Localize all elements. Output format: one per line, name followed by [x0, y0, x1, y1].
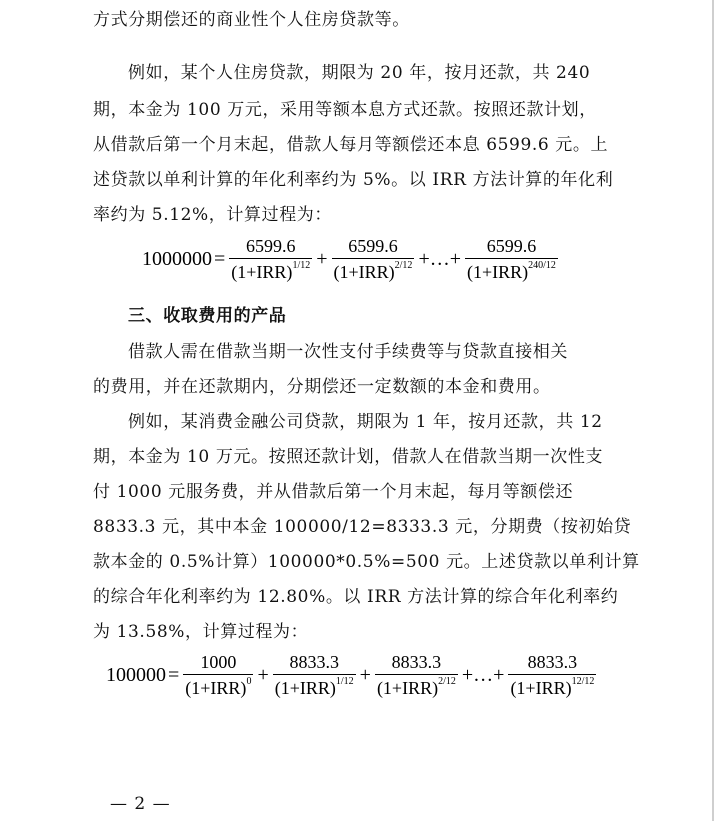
- denominator-exponent: 1/12: [335, 676, 354, 687]
- fraction-numerator: 8833.3: [527, 652, 578, 672]
- formula-fraction: [273, 652, 356, 699]
- paragraph-line: 为 13.58%，计算过程为：: [93, 622, 309, 642]
- denominator-base: (1+IRR): [510, 678, 572, 698]
- fraction-denominator: [375, 675, 458, 699]
- fraction-denominator: [332, 259, 415, 283]
- paragraph-line: 期，本金为 100 万元，采用等额本息方式还款。按照还款计划，: [93, 100, 597, 120]
- formula-fraction: [229, 236, 312, 283]
- denominator-base: (1+IRR): [231, 262, 293, 282]
- denominator-exponent: 12/12: [571, 676, 595, 687]
- paragraph-line: 借款人需在借款当期一次性支付手续费等与贷款直接相关: [128, 342, 568, 362]
- page-number: — 2 —: [110, 794, 171, 814]
- paragraph-line: 例如，某消费金融公司贷款，期限为 1 年，按月还款，共 12: [128, 412, 603, 432]
- formula-fraction: [508, 652, 596, 699]
- irr-formula-2: [106, 652, 598, 699]
- denominator-base: (1+IRR): [333, 262, 395, 282]
- denominator-exponent: 0: [246, 676, 252, 687]
- equals-sign: =: [168, 664, 180, 686]
- fraction-numerator: 6599.6: [246, 236, 296, 256]
- fraction-denominator: [273, 675, 356, 699]
- formula-lhs: 100000: [106, 664, 166, 686]
- plus-sign: +: [316, 248, 328, 270]
- paragraph-line: 款本金的 0.5%计算）100000*0.5%=500 元。上述贷款以单利计算: [93, 552, 640, 572]
- formula-fraction: [375, 652, 458, 699]
- paragraph-line: 的综合年化利率约为 12.80%。以 IRR 方法计算的综合年化利率约: [93, 587, 619, 607]
- ellipsis-sign: +…+: [418, 248, 461, 270]
- formula-fraction: [183, 652, 253, 699]
- fraction-denominator: [183, 675, 253, 699]
- fraction-denominator: [465, 259, 558, 283]
- denominator-base: (1+IRR): [467, 262, 529, 282]
- section-heading: 三、收取费用的产品: [128, 306, 287, 326]
- paragraph-line: 例如，某个人住房贷款，期限为 20 年，按月还款，共 240: [128, 63, 591, 83]
- paragraph-line: 的费用，并在还款期内，分期偿还一定数额的本金和费用。: [93, 377, 551, 397]
- denominator-exponent: 1/12: [292, 260, 311, 271]
- fraction-numerator: 8833.3: [391, 652, 442, 672]
- paragraph-line: 8833.3 元，其中本金 100000/12=8333.3 元，分期费（按初始贷: [93, 517, 632, 537]
- paragraph-line: 从借款后第一个月末起，借款人每月等额偿还本息 6599.6 元。上: [93, 135, 609, 155]
- paragraph-line: 期，本金为 10 万元。按照还款计划，借款人在借款当期一次性支: [93, 447, 604, 467]
- paragraph-line: 方式分期偿还的商业性个人住房贷款等。: [93, 10, 410, 30]
- denominator-exponent: 2/12: [438, 676, 456, 687]
- fraction-numerator: 6599.6: [486, 236, 537, 256]
- paragraph-line: 率约为 5.12%，计算过程为：: [93, 205, 333, 225]
- fraction-denominator: [508, 675, 596, 699]
- fraction-denominator: [229, 259, 312, 283]
- fraction-numerator: 8833.3: [289, 652, 339, 672]
- denominator-base: (1+IRR): [376, 678, 439, 698]
- paragraph-line: 付 1000 元服务费，并从借款后第一个月末起，每月等额偿还: [93, 482, 574, 502]
- denominator-base: (1+IRR): [185, 678, 247, 698]
- plus-sign: +: [257, 664, 269, 686]
- formula-lhs: 1000000: [142, 248, 212, 270]
- plus-sign: +: [359, 664, 371, 686]
- fraction-numerator: 1000: [200, 652, 237, 672]
- fraction-numerator: 6599.6: [348, 236, 398, 256]
- irr-formula-1: [142, 236, 560, 283]
- equals-sign: =: [214, 248, 226, 270]
- formula-fraction: [332, 236, 415, 283]
- denominator-exponent: 240/12: [528, 260, 556, 271]
- formula-fraction: [465, 236, 558, 283]
- denominator-exponent: 2/12: [394, 260, 413, 271]
- ellipsis-sign: +…+: [461, 664, 505, 686]
- denominator-base: (1+IRR): [274, 678, 336, 698]
- paragraph-line: 述贷款以单利计算的年化利率约为 5%。以 IRR 方法计算的年化利: [93, 170, 614, 190]
